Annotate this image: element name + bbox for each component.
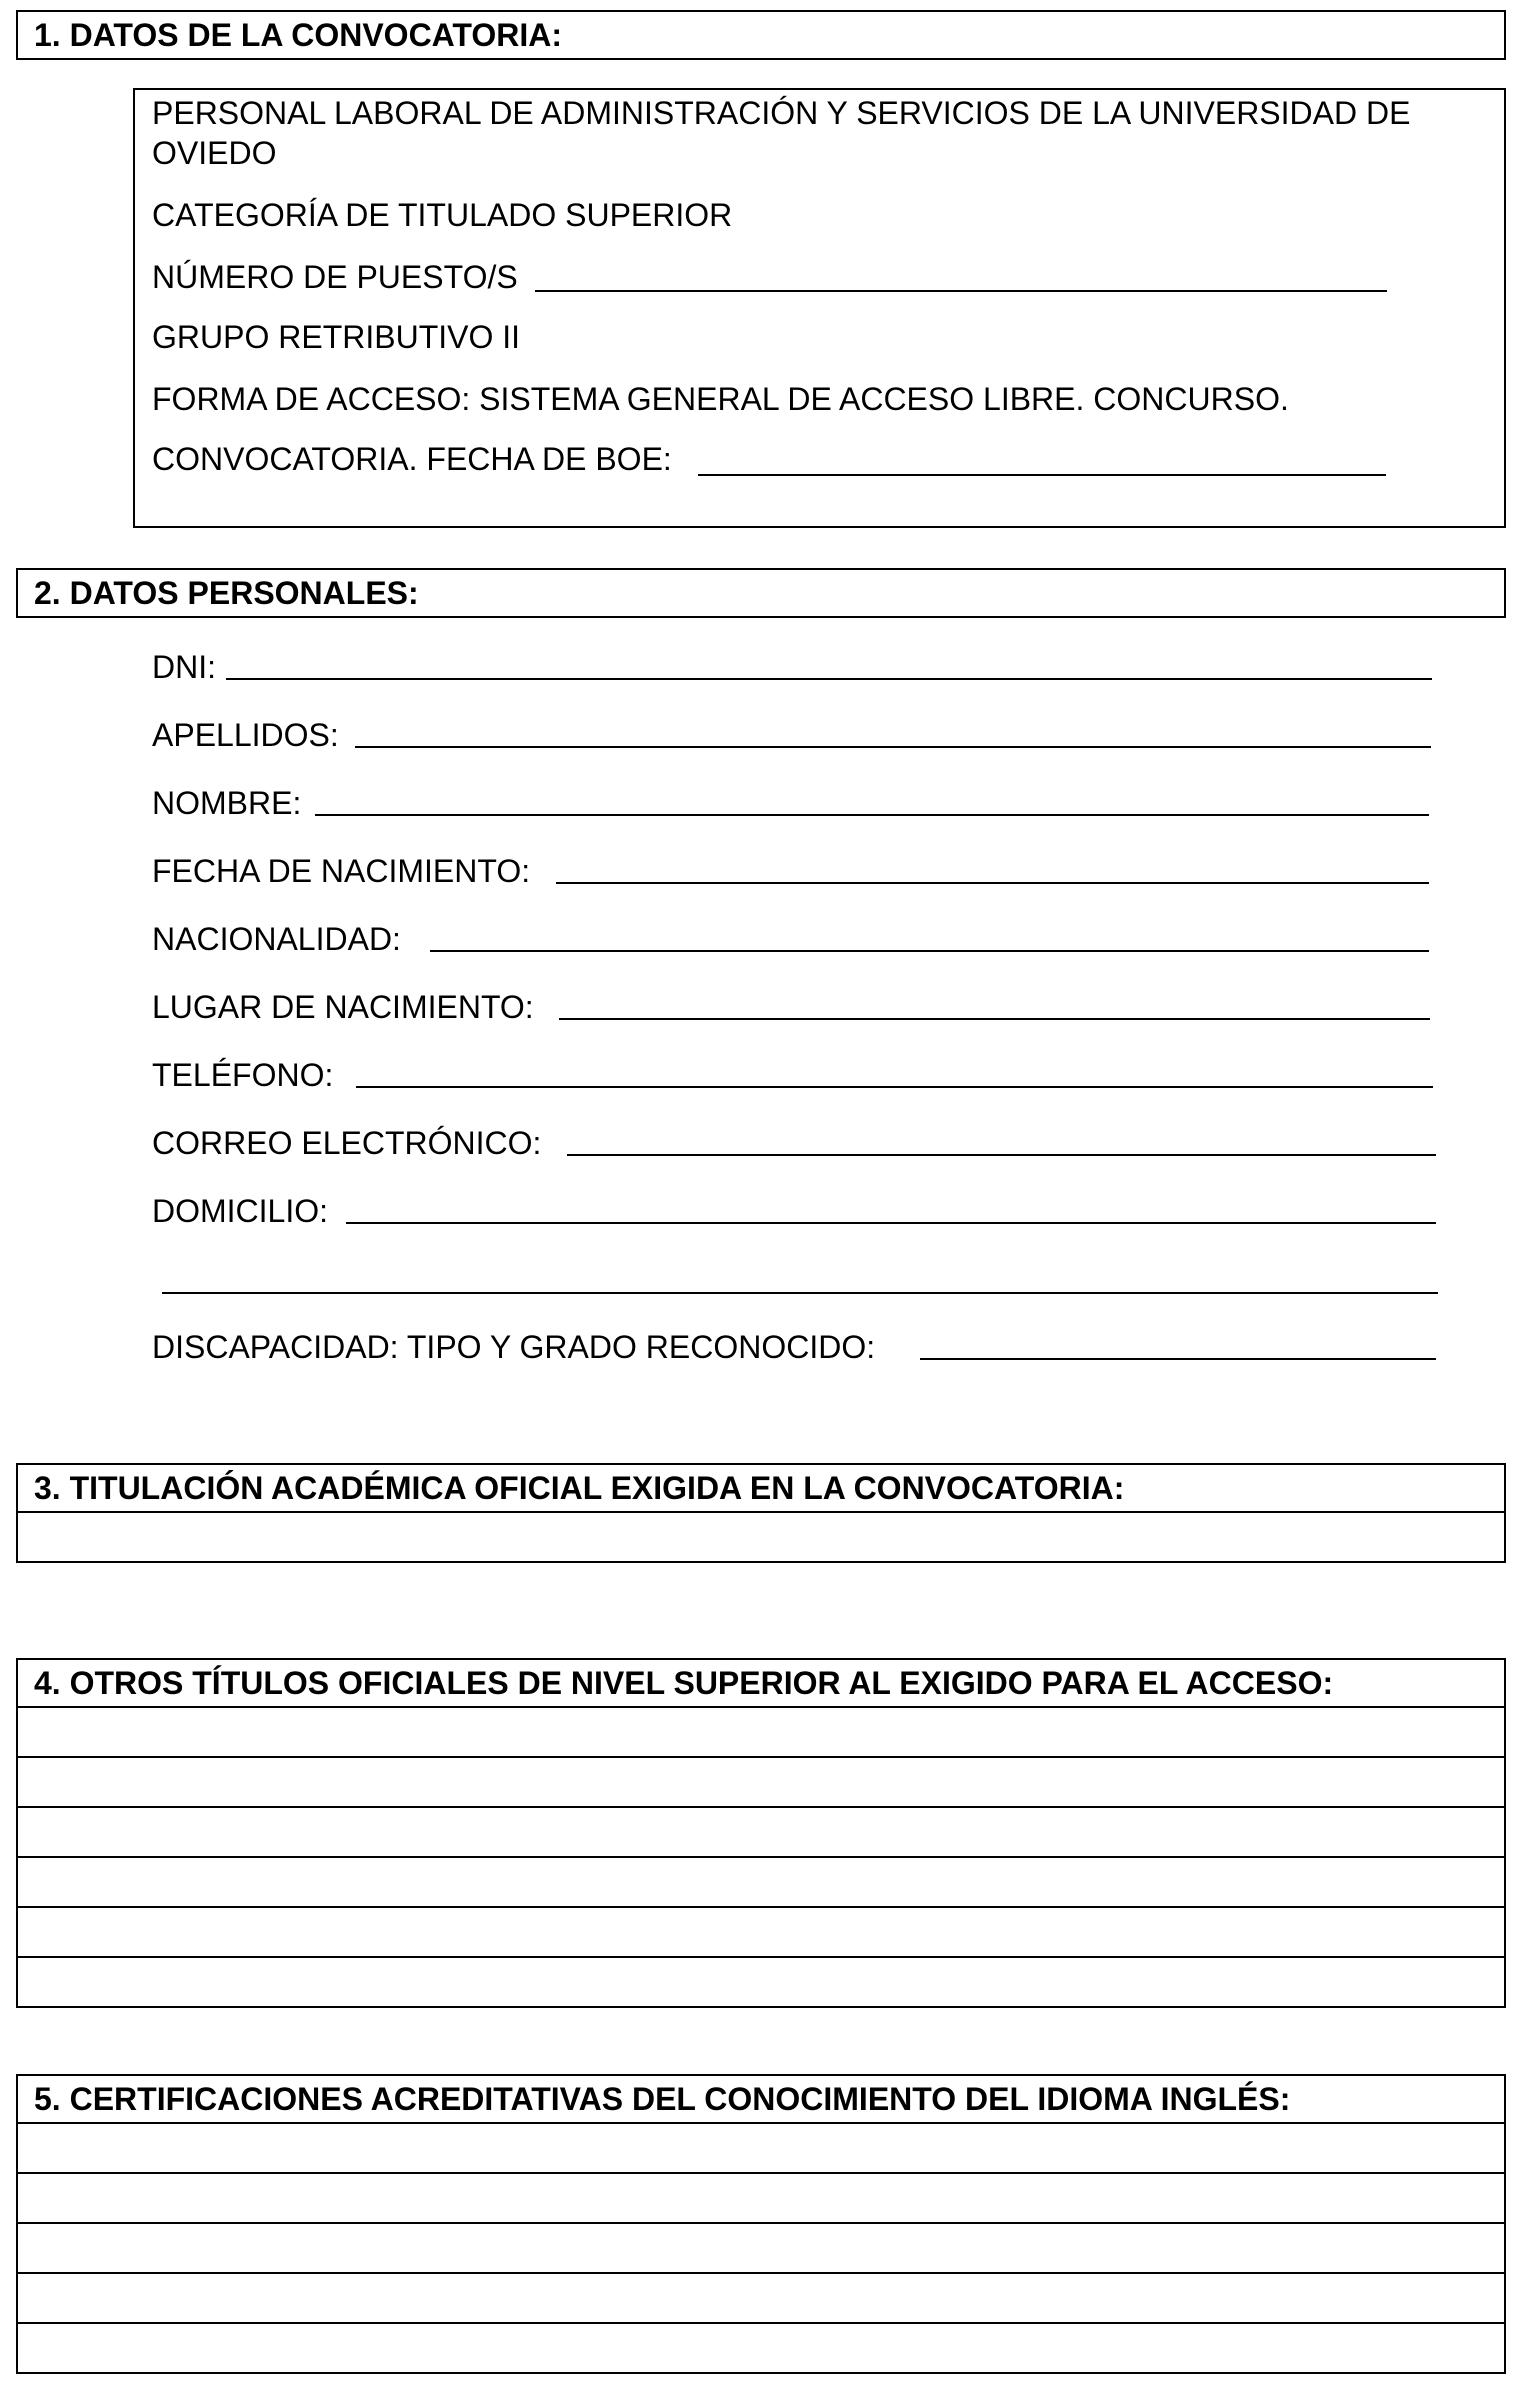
apellidos-label: APELLIDOS:: [152, 717, 339, 753]
otros-titulos-row[interactable]: [16, 1858, 1506, 1908]
domicilio-input-line-2[interactable]: [162, 1292, 1438, 1294]
convocatoria-acceso: FORMA DE ACCESO: SISTEMA GENERAL DE ACCESO LIBRE. CONCURSO.: [152, 381, 1289, 417]
fecha-nacimiento-input-line[interactable]: [556, 882, 1429, 884]
convocatoria-boe-label: CONVOCATORIA. FECHA DE BOE:: [152, 441, 672, 477]
certificaciones-row[interactable]: [16, 2324, 1506, 2374]
lugar-nacimiento-label: LUGAR DE NACIMIENTO:: [152, 989, 534, 1025]
lugar-nacimiento-input-line[interactable]: [559, 1018, 1430, 1020]
section-3-header: 3. TITULACIÓN ACADÉMICA OFICIAL EXIGIDA EN LA CONVOCATORIA:: [16, 1463, 1506, 1513]
telefono-input-line[interactable]: [356, 1086, 1433, 1088]
section-5-header: 5. CERTIFICACIONES ACREDITATIVAS DEL CONOCIMIENTO DEL IDIOMA INGLÉS:: [16, 2074, 1506, 2124]
nacionalidad-label: NACIONALIDAD:: [152, 921, 401, 957]
telefono-label: TELÉFONO:: [152, 1057, 334, 1093]
otros-titulos-row[interactable]: [16, 1808, 1506, 1858]
apellidos-input-line[interactable]: [355, 746, 1431, 748]
nombre-label: NOMBRE:: [152, 785, 302, 821]
otros-titulos-row[interactable]: [16, 1758, 1506, 1808]
correo-input-line[interactable]: [567, 1154, 1436, 1156]
certificaciones-rows: [16, 2124, 1506, 2374]
certificaciones-row[interactable]: [16, 2274, 1506, 2324]
section-4-header: 4. OTROS TÍTULOS OFICIALES DE NIVEL SUPERIOR AL EXIGIDO PARA EL ACCESO:: [16, 1658, 1506, 1708]
convocatoria-puesto-label: NÚMERO DE PUESTO/S: [152, 259, 518, 295]
convocatoria-personal-line2: OVIEDO: [152, 135, 277, 171]
domicilio-input-line[interactable]: [346, 1222, 1436, 1224]
fecha-nacimiento-label: FECHA DE NACIMIENTO:: [152, 853, 531, 889]
convocatoria-grupo: GRUPO RETRIBUTIVO II: [152, 319, 521, 355]
discapacidad-input-line[interactable]: [920, 1358, 1436, 1360]
section-1-header: 1. DATOS DE LA CONVOCATORIA:: [16, 10, 1506, 60]
section-2-header: 2. DATOS PERSONALES:: [16, 568, 1506, 618]
convocatoria-categoria: CATEGORÍA DE TITULADO SUPERIOR: [152, 197, 733, 233]
nacionalidad-input-line[interactable]: [430, 950, 1429, 952]
convocatoria-personal-line1: PERSONAL LABORAL DE ADMINISTRACIÓN Y SERVICIOS DE LA UNIVERSIDAD DE: [152, 95, 1411, 131]
dni-label: DNI:: [152, 649, 216, 685]
otros-titulos-rows: [16, 1708, 1506, 2008]
certificaciones-row[interactable]: [16, 2224, 1506, 2274]
nombre-input-line[interactable]: [315, 814, 1429, 816]
otros-titulos-row[interactable]: [16, 1958, 1506, 2008]
otros-titulos-row[interactable]: [16, 1908, 1506, 1958]
correo-label: CORREO ELECTRÓNICO:: [152, 1125, 542, 1161]
otros-titulos-row[interactable]: [16, 1708, 1506, 1758]
titulacion-row[interactable]: [16, 1513, 1506, 1563]
puesto-input-line[interactable]: [535, 290, 1387, 292]
certificaciones-row[interactable]: [16, 2124, 1506, 2174]
certificaciones-row[interactable]: [16, 2174, 1506, 2224]
domicilio-label: DOMICILIO:: [152, 1193, 329, 1229]
boe-input-line[interactable]: [698, 474, 1386, 476]
discapacidad-label: DISCAPACIDAD: TIPO Y GRADO RECONOCIDO:: [152, 1329, 876, 1365]
dni-input-line[interactable]: [226, 678, 1432, 680]
titulacion-rows: [16, 1513, 1506, 1563]
